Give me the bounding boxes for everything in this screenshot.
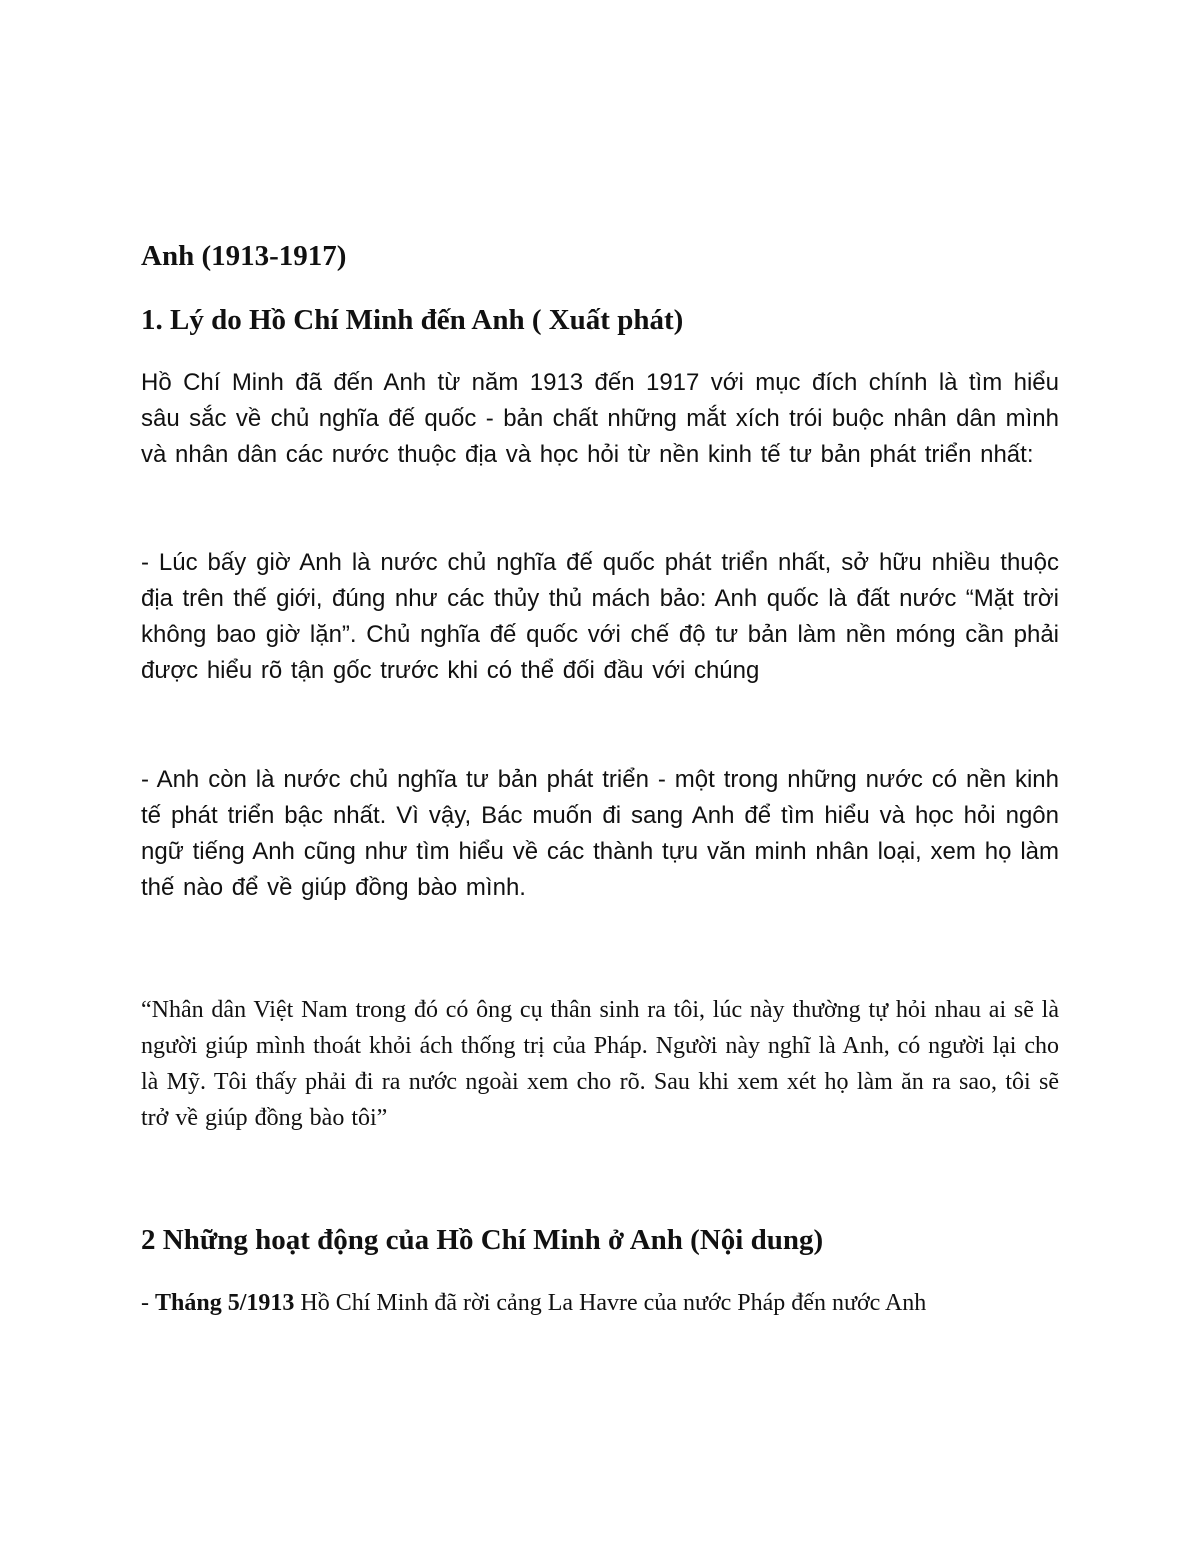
activity-prefix: - [141, 1290, 155, 1316]
activity-text: Hồ Chí Minh đã rời cảng La Havre của nước Pháp đến nước Anh [294, 1290, 927, 1316]
section-2-activity-1 [141, 1285, 1081, 1321]
section-1-paragraph-2: - Lúc bấy giờ Anh là nước chủ nghĩa đế quốc phát triển nhất, sở hữu nhiều thuộc địa trên thế giới, đúng như các thủy thủ mách bảo: Anh quốc là đất nước “Mặt trời không bao giờ lặn”. Chủ nghĩa đế quốc với chế độ tư bản làm nền móng cần phải được hiểu rõ tận gốc trước khi có thể đối đầu với chúng [141, 549, 1059, 684]
section-1-paragraph-1: Hồ Chí Minh đã đến Anh từ năm 1913 đến 1917 với mục đích chính là tìm hiểu sâu sắc về chủ nghĩa đế quốc - bản chất những mắt xích trói buộc nhân dân mình và nhân dân các nước thuộc địa và học hỏi từ nền kinh tế tư bản phát triển nhất: [141, 369, 1059, 468]
section-1-paragraph-3: - Anh còn là nước chủ nghĩa tư bản phát triển - một trong những nước có nền kinh tế phát triển bậc nhất. Vì vậy, Bác muốn đi sang Anh để tìm hiểu và học hỏi ngôn ngữ tiếng Anh cũng như tìm hiểu về các thành tựu văn minh nhân loại, xem họ làm thế nào để về giúp đồng bào mình. [141, 766, 1059, 901]
activity-date: Tháng 5/1913 [155, 1290, 295, 1316]
section-2-heading: 2 Những hoạt động của Hồ Chí Minh ở Anh (Nội dung) [141, 1224, 824, 1256]
section-1-heading: 1. Lý do Hồ Chí Minh đến Anh ( Xuất phát) [141, 304, 684, 336]
section-1-quote: “Nhân dân Việt Nam trong đó có ông cụ thân sinh ra tôi, lúc này thường tự hỏi nhau ai sẽ là người giúp mình thoát khỏi ách thống trị của Pháp. Người này nghĩ là Anh, có người lại cho là Mỹ. Tôi thấy phải đi ra nước ngoài xem cho rõ. Sau khi xem xét họ làm ăn ra sao, tôi sẽ trở về giúp đồng bào tôi” [141, 997, 1059, 1131]
document-title: Anh (1913-1917) [141, 240, 347, 272]
